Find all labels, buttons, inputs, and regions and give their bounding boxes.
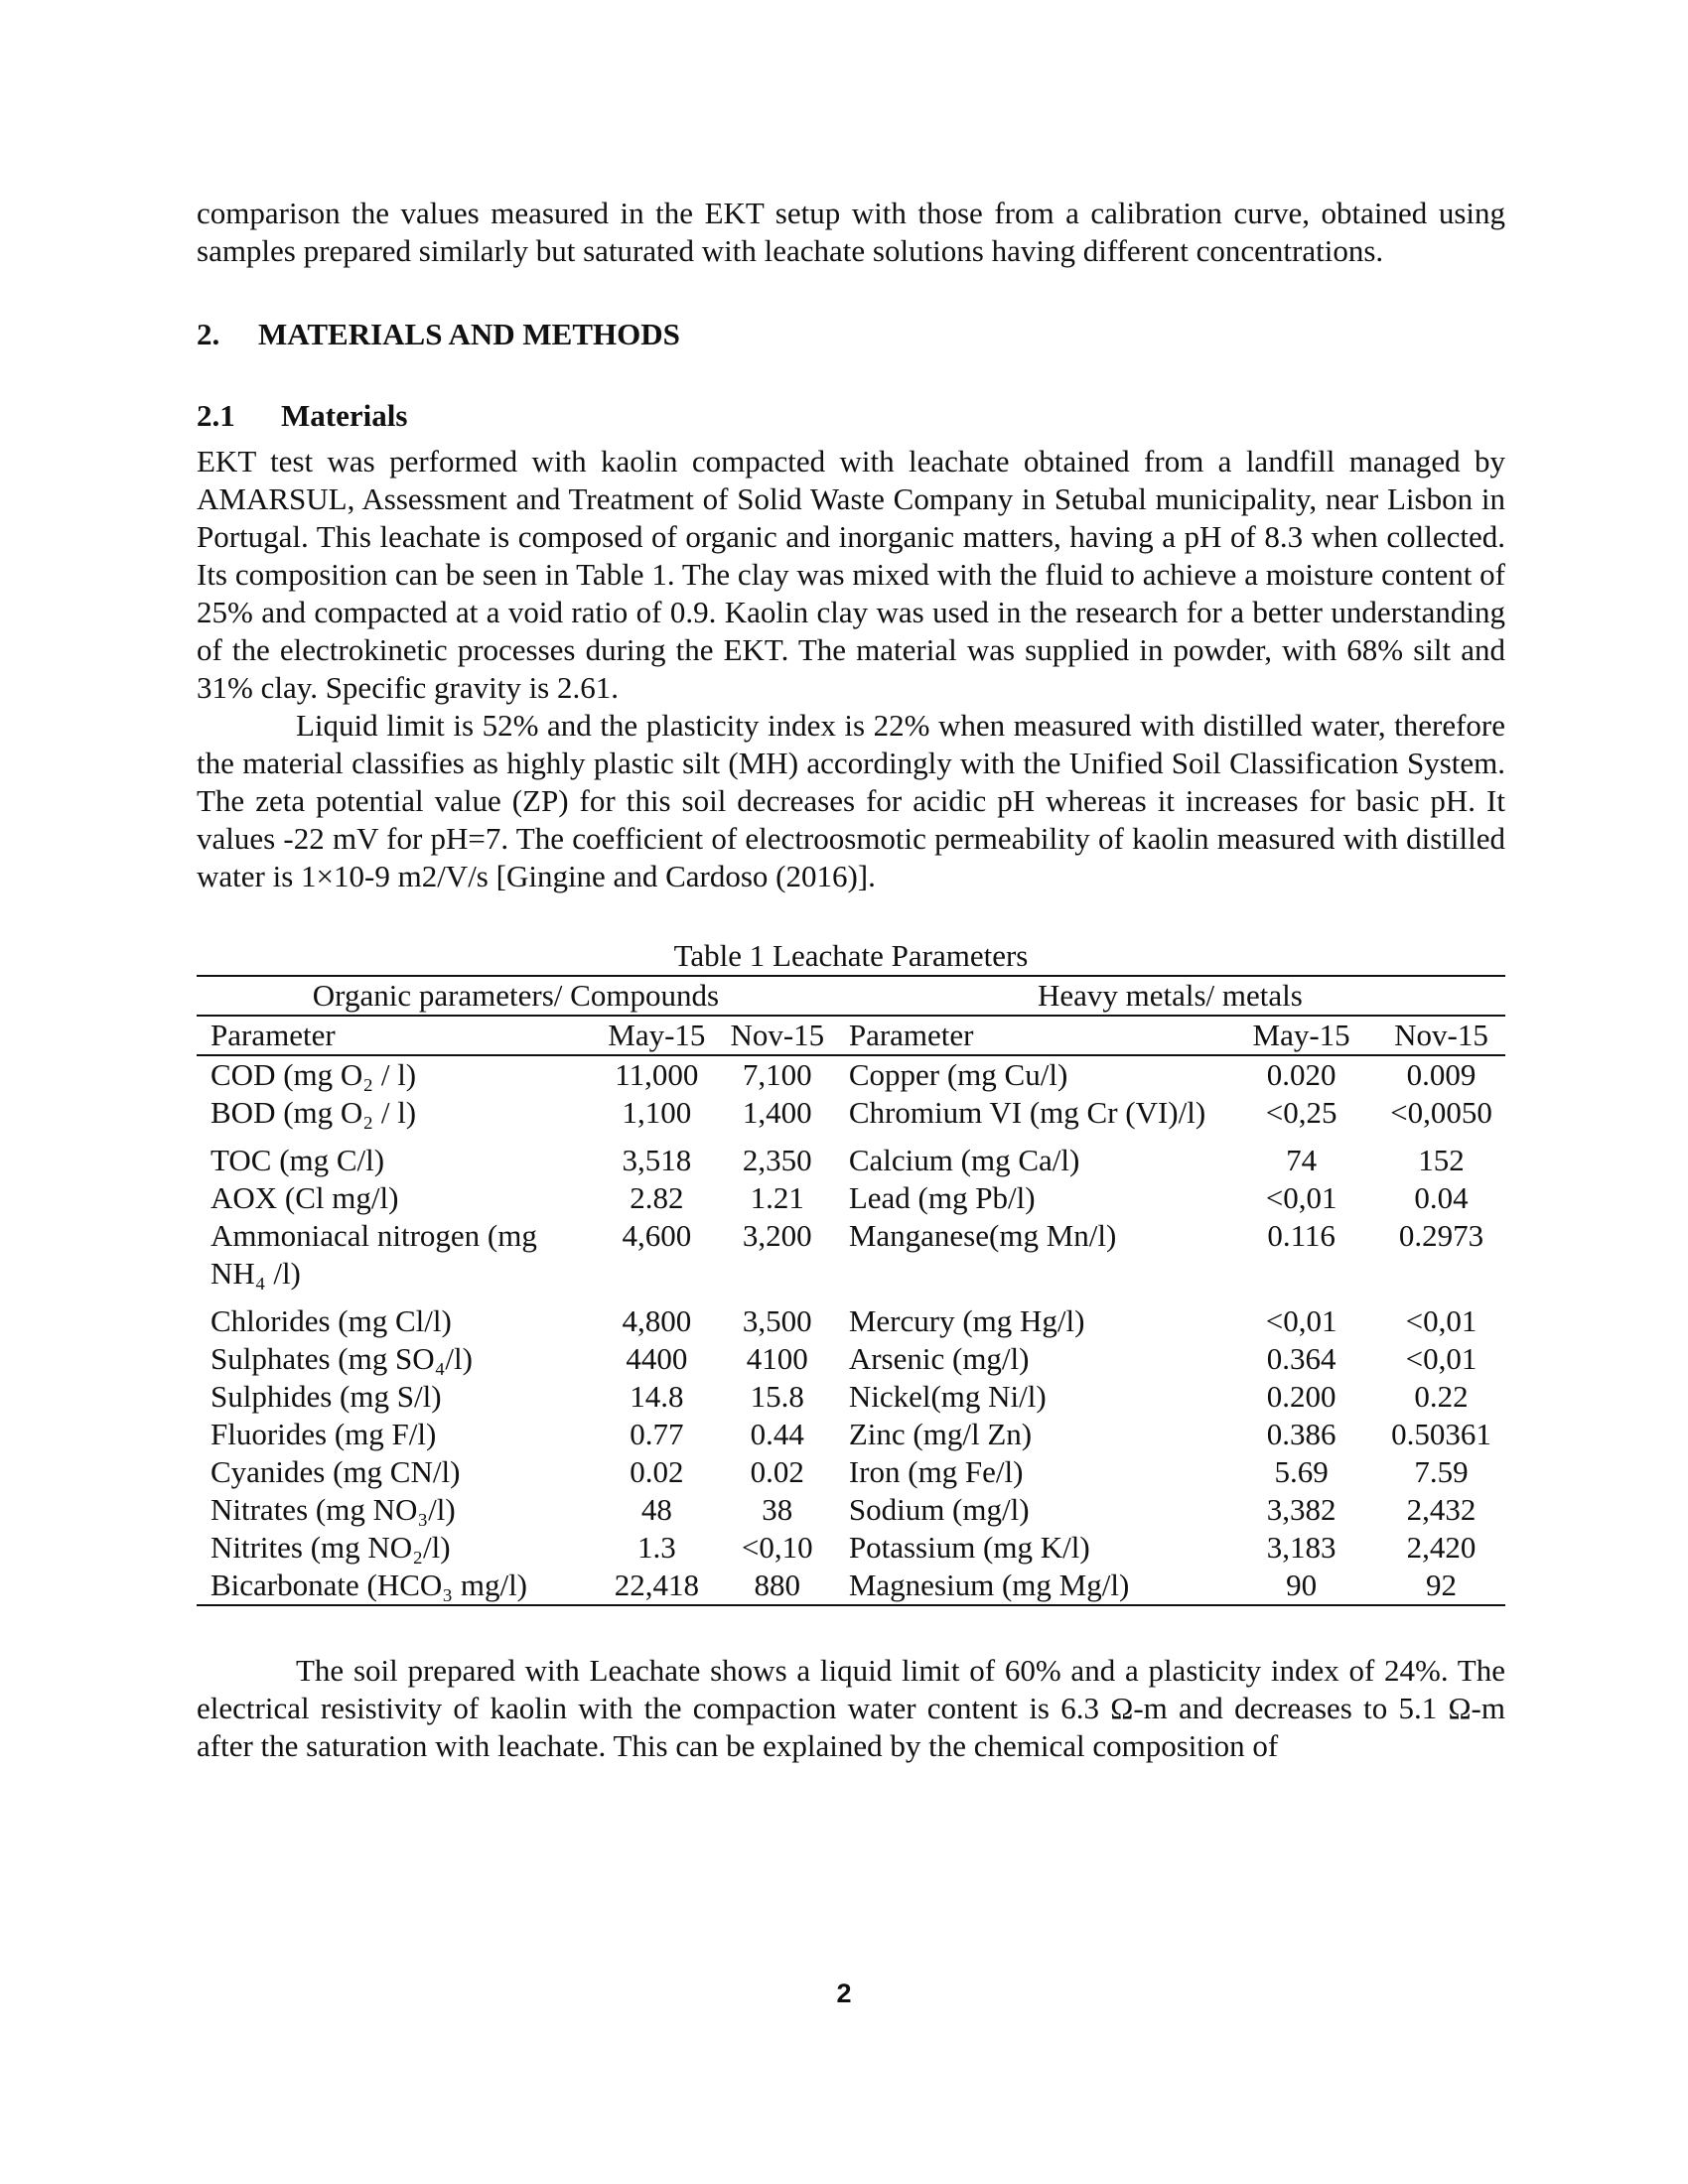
organic-nov-value: 1.21 <box>750 1180 804 1215</box>
table-caption: Table 1 Leachate Parameters <box>673 938 1029 973</box>
organic-nov-value: 4100 <box>746 1341 808 1376</box>
table-row <box>197 1179 1505 1217</box>
metal-nov-value: 0.22 <box>1414 1379 1469 1414</box>
organic-may-value: 0.02 <box>630 1454 684 1489</box>
organic-parameter: Cyanides (mg CN/l) <box>211 1454 461 1489</box>
group-header-metals: Heavy metals/ metals <box>835 976 1505 1016</box>
organic-parameter: BOD (mg O₂ / l) <box>211 1095 417 1130</box>
metal-parameter: Chromium VI (mg Cr (VI)/l) <box>848 1095 1206 1130</box>
metal-parameter: Potassium (mg K/l) <box>848 1530 1090 1565</box>
metal-parameter: Zinc (mg/l Zn) <box>848 1417 1033 1451</box>
organic-parameter: Sulphides (mg S/l) <box>211 1379 442 1414</box>
table-row <box>197 1416 1505 1453</box>
organic-parameter: Nitrates (mg NO₃/l) <box>211 1492 456 1527</box>
table-column-header <box>197 1016 1505 1055</box>
metal-nov-value: <0,0050 <box>1390 1095 1492 1130</box>
intro-paragraph: comparison the values measured in the EKT setup with those from a calibration curve, obtained using samples prepared similarly but saturated with leachate solutions having different concentrations. <box>197 196 1505 268</box>
metal-nov-value: 0.2973 <box>1398 1218 1484 1253</box>
organic-nov-value: 38 <box>762 1492 793 1527</box>
group-header-organic: Organic parameters/ Compounds <box>197 976 835 1016</box>
page-number: 2 <box>836 1979 852 2008</box>
organic-parameter: TOC (mg C/l) <box>211 1143 385 1177</box>
organic-may-value: 4,600 <box>622 1218 692 1253</box>
table-row <box>197 1340 1505 1378</box>
table-row <box>197 1055 1505 1094</box>
metal-parameter: Sodium (mg/l) <box>848 1492 1030 1527</box>
leachate-parameters-table <box>197 975 1505 1606</box>
organic-nov-value: 3,200 <box>742 1218 812 1253</box>
table-row <box>197 1453 1505 1491</box>
metal-may-value: 3,183 <box>1266 1530 1336 1565</box>
metal-may-value: 74 <box>1286 1143 1318 1177</box>
organic-nov-value: 7,100 <box>742 1057 812 1092</box>
metal-may-value: 0.386 <box>1266 1417 1336 1451</box>
organic-parameter: Ammoniacal nitrogen (mg NH₄ /l) <box>211 1218 537 1291</box>
col-header-may: May-15 <box>594 1016 720 1055</box>
metal-may-value: 0.364 <box>1266 1341 1336 1376</box>
table-row <box>197 1567 1505 1605</box>
organic-parameter: Sulphates (mg SO₄/l) <box>211 1341 473 1376</box>
metal-may-value: 5.69 <box>1274 1454 1329 1489</box>
metal-nov-value: 0.009 <box>1406 1057 1477 1092</box>
organic-nov-value: 2,350 <box>742 1143 812 1177</box>
organic-parameter: Fluorides (mg F/l) <box>211 1417 437 1451</box>
metal-nov-value: <0,01 <box>1405 1303 1477 1338</box>
metal-may-value: <0,01 <box>1265 1180 1337 1215</box>
col-header-may: May-15 <box>1225 1016 1377 1055</box>
metal-parameter: Calcium (mg Ca/l) <box>848 1143 1080 1177</box>
organic-nov-value: 1,400 <box>742 1095 812 1130</box>
metal-parameter: Lead (mg Pb/l) <box>848 1180 1036 1215</box>
organic-may-value: 4400 <box>626 1341 688 1376</box>
col-header-parameter: Parameter <box>197 1016 594 1055</box>
materials-paragraph-1: EKT test was performed with kaolin compacted with leachate obtained from a landfill managed by AMARSUL, Assessment and Treatment of Solid Waste Company in Setubal municipality, near Lisbon in Portugal. This leachate is composed of organic and inorganic matters, having a pH of 8.3 when collected. Its composition can be seen in Table 1. The clay was mixed with the fluid to achieve a moisture content of 25% and compacted at a void ratio of 0.9. Kaolin clay was used in the research for a better understanding of the electrokinetic processes during the EKT. The material was supplied in powder, with 68% silt and 31% clay. Specific gravity is 2.61. <box>197 444 1505 705</box>
section-number: 2.1 <box>197 398 235 433</box>
section-title: MATERIALS AND METHODS <box>258 317 680 351</box>
table-row <box>197 1529 1505 1567</box>
organic-may-value: 14.8 <box>630 1379 684 1414</box>
metal-nov-value: 7.59 <box>1414 1454 1469 1489</box>
metal-nov-value: 2,420 <box>1406 1530 1477 1565</box>
section-number: 2. <box>197 317 220 351</box>
metal-may-value: 0.116 <box>1267 1218 1336 1253</box>
table-group-header <box>197 976 1505 1016</box>
metal-parameter: Magnesium (mg Mg/l) <box>835 1567 1225 1605</box>
metal-parameter: Arsenic (mg/l) <box>848 1341 1030 1376</box>
materials-paragraph-2: Liquid limit is 52% and the plasticity index is 22% when measured with distilled water, therefore the material classifies as highly plastic silt (MH) accordingly with the Unified Soil Classification System. The zeta potential value (ZP) for this soil decreases for acidic pH whereas it increases for basic pH. It values -22 mV for pH=7. The coefficient of electroosmotic permeability of kaolin measured with distilled water is 1×10-9 m2/V/s [Gingine and Cardoso (2016)]. <box>197 708 1505 893</box>
organic-parameter: AOX (Cl mg/l) <box>211 1180 399 1215</box>
metal-nov-value: <0,01 <box>1405 1341 1477 1376</box>
col-header-nov: Nov-15 <box>1377 1016 1505 1055</box>
section-title: Materials <box>281 398 408 433</box>
organic-may-value: 48 <box>640 1492 672 1527</box>
table-row <box>197 1217 1505 1302</box>
metal-nov-value: 0.04 <box>1414 1180 1469 1215</box>
organic-parameter: Bicarbonate (HCO₃ mg/l) <box>197 1567 594 1605</box>
organic-parameter: Chlorides (mg Cl/l) <box>211 1303 452 1338</box>
metal-nov-value: 152 <box>1418 1143 1465 1177</box>
organic-may-value: 11,000 <box>615 1057 699 1092</box>
metal-parameter: Mercury (mg Hg/l) <box>848 1303 1085 1338</box>
section-heading-2-1 <box>197 397 1505 435</box>
metal-may-value: 3,382 <box>1266 1492 1336 1527</box>
organic-nov-value: 0.02 <box>750 1454 804 1489</box>
metal-nov-value: 92 <box>1377 1567 1505 1605</box>
organic-may-value: 1.3 <box>636 1530 676 1565</box>
metal-parameter: Copper (mg Cu/l) <box>848 1057 1068 1092</box>
metal-parameter: Nickel(mg Ni/l) <box>848 1379 1047 1414</box>
organic-parameter: COD (mg O₂ / l) <box>211 1057 417 1092</box>
organic-may-value: 3,518 <box>622 1143 692 1177</box>
organic-nov-value: 3,500 <box>742 1303 812 1338</box>
resistivity-paragraph: The soil prepared with Leachate shows a liquid limit of 60% and a plasticity index of 24%. The electrical resistivity of kaolin with the compaction water content is 6.3 Ω-m and decreases to 5.1 Ω-m after the saturation with leachate. This can be explained by the chemical composition of <box>197 1653 1505 1763</box>
organic-may-value: 1,100 <box>622 1095 692 1130</box>
metal-may-value: 0.200 <box>1266 1379 1336 1414</box>
metal-may-value: 90 <box>1225 1567 1377 1605</box>
col-header-parameter: Parameter <box>835 1016 1225 1055</box>
page-body <box>197 195 1505 1765</box>
metal-may-value: <0,25 <box>1265 1095 1337 1130</box>
organic-may-value: 0.77 <box>630 1417 684 1451</box>
table-row <box>197 1094 1505 1142</box>
metal-parameter: Iron (mg Fe/l) <box>848 1454 1024 1489</box>
metal-parameter: Manganese(mg Mn/l) <box>848 1218 1117 1253</box>
table-row <box>197 1378 1505 1416</box>
metal-nov-value: 2,432 <box>1406 1492 1477 1527</box>
organic-may-value: 22,418 <box>594 1567 720 1605</box>
organic-nov-value: 0.44 <box>750 1417 804 1451</box>
section-heading-2 <box>197 316 1505 353</box>
organic-may-value: 2.82 <box>630 1180 684 1215</box>
metal-may-value: 0.020 <box>1266 1057 1336 1092</box>
col-header-nov: Nov-15 <box>720 1016 835 1055</box>
organic-parameter: Nitrites (mg NO₂/l) <box>211 1530 451 1565</box>
organic-nov-value: <0,10 <box>741 1530 813 1565</box>
table-row <box>197 1302 1505 1340</box>
organic-nov-value: 15.8 <box>750 1379 804 1414</box>
table-row <box>197 1142 1505 1179</box>
table-row <box>197 1491 1505 1529</box>
organic-nov-value: 880 <box>720 1567 835 1605</box>
metal-may-value: <0,01 <box>1265 1303 1337 1338</box>
metal-nov-value: 0.50361 <box>1391 1417 1491 1451</box>
organic-may-value: 4,800 <box>622 1303 692 1338</box>
